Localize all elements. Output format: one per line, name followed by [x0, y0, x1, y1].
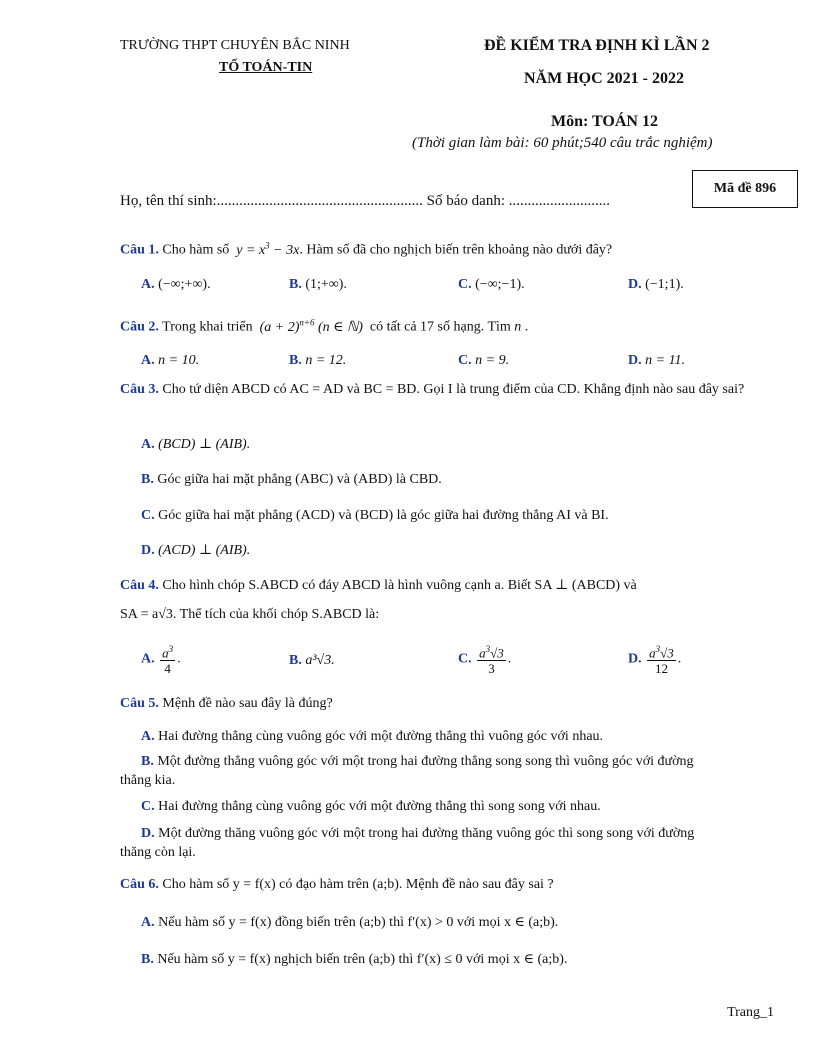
q6-option-b: B. Nếu hàm số y = f(x) nghịch biến trên (a;b) thì f′(x) ≤ 0 với mọi x ∈ (a;b).	[141, 952, 568, 967]
exam-title: ĐỀ KIỂM TRA ĐỊNH KÌ LẦN 2	[484, 37, 710, 54]
q6-option-a: A. Nếu hàm số y = f(x) đồng biến trên (a;b) thì f′(x) > 0 với mọi x ∈ (a;b).	[141, 915, 559, 930]
fraction: $\frac{a^3}{4}$	[162, 644, 174, 677]
fraction: $\frac{a^3√3}{12}$	[649, 644, 674, 677]
q1-option-d: D. (−1;1).	[628, 277, 684, 292]
q4-option-a: A. $\frac{a^3}{4}$ .	[141, 644, 181, 677]
fraction: $\frac{a^3√3}{3}$	[479, 644, 504, 677]
school-name: TRƯỜNG THPT CHUYÊN BẮC NINH	[120, 38, 350, 53]
question-5	[120, 694, 780, 713]
question-text: . Hàm số đã cho nghịch biến trên khoảng nào dưới đây?	[299, 242, 613, 258]
q4-option-c: C. $\frac{a^3√3}{3}$ .	[458, 644, 512, 677]
q2-option-b: B. n = 12.	[289, 353, 347, 368]
question-text: có tất cả 17 số hạng. Tìm	[369, 319, 511, 335]
q4-option-b: B. a³√3.	[289, 653, 335, 668]
exam-code: Mã đề 896	[713, 181, 777, 196]
question-label: Câu 2.	[120, 319, 159, 335]
q3-option-b: B. Góc giữa hai mặt phẳng (ABC) và (ABD) là CBD.	[141, 472, 442, 487]
question-4-line-2: SA = a√3. Thể tích của khối chóp S.ABCD là:	[120, 607, 380, 622]
question-label: Câu 6.	[120, 877, 159, 892]
q5-option-b: B. Một đường thẳng vuông góc với một trong hai đường thẳng song song thì vuông góc với đường	[141, 754, 694, 769]
formula: $y = x^3 - 3x$	[232, 240, 300, 258]
q5-option-d: D. Một đường thăng vuông góc với một trong hai đường thăng vuông góc thì song song với đường	[141, 826, 695, 841]
question-text: Cho hàm số	[162, 242, 230, 258]
school-year: NĂM HỌC 2021 - 2022	[524, 70, 684, 87]
q3-option-d: D. (ACD) ⊥ (AIB).	[141, 543, 251, 558]
time-note: (Thời gian làm bài: 60 phút;540 câu trắc nghiệm)	[412, 135, 713, 151]
q1-option-a: A. (−∞;+∞).	[141, 277, 211, 292]
q1-option-c: C. (−∞;−1).	[458, 277, 525, 292]
q3-option-c: C. Góc giữa hai mặt phẳng (ACD) và (BCD) là góc giữa hai đường thẳng AI và BI.	[141, 508, 609, 523]
question-3	[120, 380, 760, 399]
question-text: Trong khai triển	[162, 319, 253, 335]
exam-code-box	[692, 170, 798, 208]
q3-option-a: A. (BCD) ⊥ (AIB).	[141, 437, 251, 452]
q2-option-d: D. n = 11.	[628, 353, 686, 368]
question-label: Câu 1.	[120, 242, 159, 258]
question-label: Câu 4.	[120, 578, 159, 593]
question-text: Cho hình chóp S.ABCD có đáy ABCD là hình vuông cạnh a. Biết SA ⊥ (ABCD) và	[162, 578, 637, 593]
question-text: Cho hàm số y = f(x) có đạo hàm trên (a;b). Mệnh đề nào sau đây sai ?	[162, 877, 554, 892]
question-1	[120, 236, 780, 260]
question-text: Mệnh đề nào sau đây là đúng?	[162, 696, 333, 711]
q5-option-b-cont: thẳng kia.	[120, 773, 176, 788]
q4-option-d: D. $\frac{a^3√3}{12}$ .	[628, 644, 682, 677]
question-6	[120, 875, 780, 894]
formula: $(a + 2)^{n+6}$ (n ∈ ℕ)	[256, 317, 367, 335]
q5-option-c: C. Hai đường thẳng cùng vuông góc với một đường thẳng thì song song với nhau.	[141, 799, 601, 814]
page-number: Trang_1	[727, 1005, 774, 1020]
subject: Môn: TOÁN 12	[551, 113, 658, 130]
variable: n	[510, 319, 522, 335]
question-4	[120, 576, 780, 595]
student-info-line: Họ, tên thí sinh:....................................................... Số báo danh: ...........................	[120, 193, 610, 209]
q5-option-a: A. Hai đường thẳng cùng vuông góc với một đường thẳng thì vuông góc với nhau.	[141, 729, 604, 744]
department-name: TỔ TOÁN-TIN	[219, 60, 313, 75]
question-text: Cho tứ diện ABCD có AC = AD và BC = BD. Gọi I là trung điểm của CD. Khẳng định nào sau đây sai?	[162, 382, 745, 397]
q2-option-a: A. n = 10.	[141, 353, 200, 368]
q2-option-c: C. n = 9.	[458, 353, 510, 368]
question-2: Câu 2. Trong khai triển $(a + 2)^{n+6}$ (n ∈ ℕ) có tất cả 17 số hạng. Tìm n .	[120, 317, 529, 335]
question-label: Câu 5.	[120, 696, 159, 711]
question-label: Câu 3.	[120, 382, 159, 397]
q5-option-d-cont: thăng còn lại.	[120, 845, 196, 860]
q1-option-b: B. (1;+∞).	[289, 277, 347, 292]
